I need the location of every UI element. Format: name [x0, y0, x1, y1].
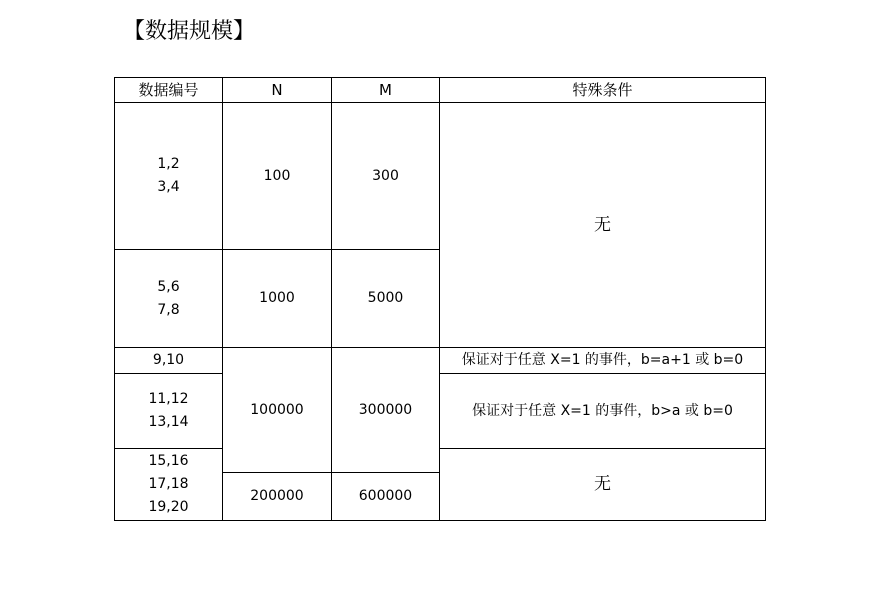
data-id: 5,6	[157, 278, 180, 295]
data-id: 15,16	[148, 453, 189, 469]
m-value: 5000	[331, 249, 440, 348]
data-id: 9,10	[152, 352, 185, 368]
n-value: 100	[222, 102, 332, 250]
special-condition-none: 无	[439, 448, 766, 521]
special-condition: 保证对于任意 X=1 的事件，b=a+1 或 b=0	[439, 347, 766, 374]
n-value: 100000	[222, 347, 332, 473]
data-id: 7,8	[157, 301, 180, 318]
header-special-condition: 特殊条件	[439, 77, 766, 103]
row-ids-11-14	[114, 373, 223, 449]
header-data-id: 数据编号	[114, 77, 223, 103]
m-value: 600000	[331, 472, 440, 521]
special-condition: 保证对于任意 X=1 的事件，b>a 或 b=0	[439, 373, 766, 449]
header-n: N	[222, 77, 332, 103]
data-id: 1,2	[157, 156, 180, 172]
data-id: 17,18	[148, 476, 189, 492]
row-ids-9-10	[114, 347, 223, 374]
header-m: M	[331, 77, 440, 103]
row-ids-5-8	[114, 249, 223, 348]
row-ids-15-20	[114, 448, 223, 521]
m-value: 300000	[331, 347, 440, 473]
data-id: 13,14	[148, 414, 189, 430]
m-value: 300	[331, 102, 440, 250]
data-id: 11,12	[148, 391, 189, 407]
data-id: 19,20	[148, 499, 189, 515]
special-condition-none: 无	[439, 102, 766, 348]
data-id: 3,4	[157, 179, 180, 195]
section-title: 【数据规模】	[123, 19, 256, 44]
row-ids-1-4	[114, 102, 223, 250]
n-value: 200000	[222, 472, 332, 521]
n-value: 1000	[222, 249, 332, 348]
